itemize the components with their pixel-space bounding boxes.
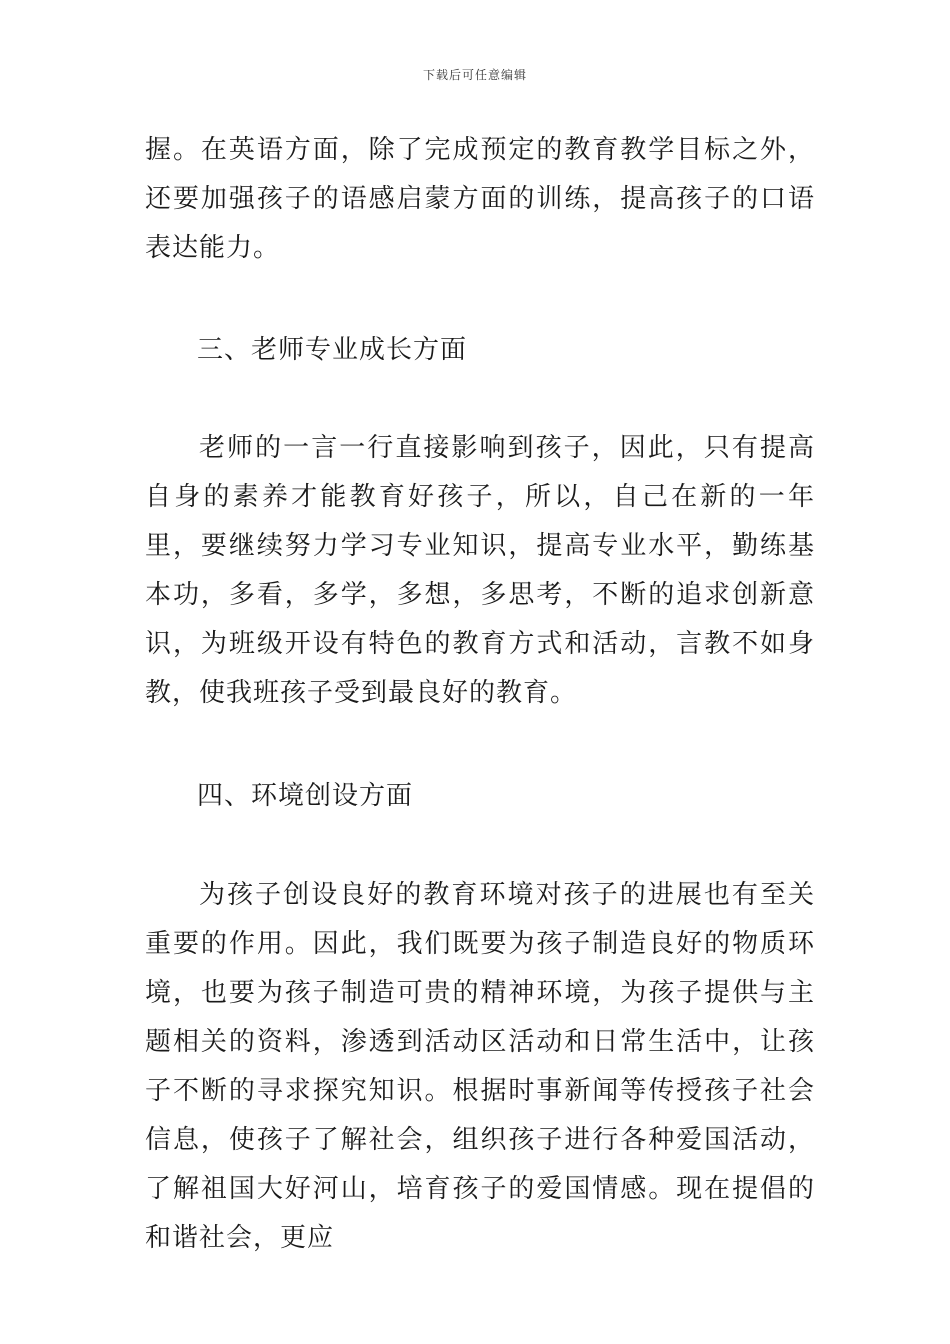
section-heading-environment: 四、环境创设方面 xyxy=(197,781,414,811)
paragraph-environment: 为孩子创设良好的教育环境对孩子的进展也有至关重要的作用。因此，我们既要为孩子制造良好的物质环境，也要为孩子制造可贵的精神环境，为孩子提供与主题相关的资料，渗透到活动区活动和日常生活中，让孩子不断的寻求探究知识。根据时事新闻等传授孩子社会信息，使孩子了解社会，组织孩子进行各种爱国活动，了解祖国大好河山，培育孩子的爱国情感。现在提倡的和谐社会，更应 xyxy=(145,880,815,1253)
section-heading-teacher-growth: 三、老师专业成长方面 xyxy=(197,335,468,365)
paragraph-teacher-growth: 老师的一言一行直接影响到孩子，因此，只有提高自身的素养才能教育好孩子，所以，自己在新的一年里，要继续努力学习专业知识，提高专业水平，勤练基本功，多看，多学，多想，多思考，不断的追求创新意识，为班级开设有特色的教育方式和活动，言教不如身教，使我班孩子受到最良好的教育。 xyxy=(145,433,815,708)
paragraph-english-language: 握。在英语方面，除了完成预定的教育教学目标之外，还要加强孩子的语感启蒙方面的训练，提高孩子的口语表达能力。 xyxy=(145,135,815,263)
header-note: 下载后可任意编辑 xyxy=(422,68,527,82)
